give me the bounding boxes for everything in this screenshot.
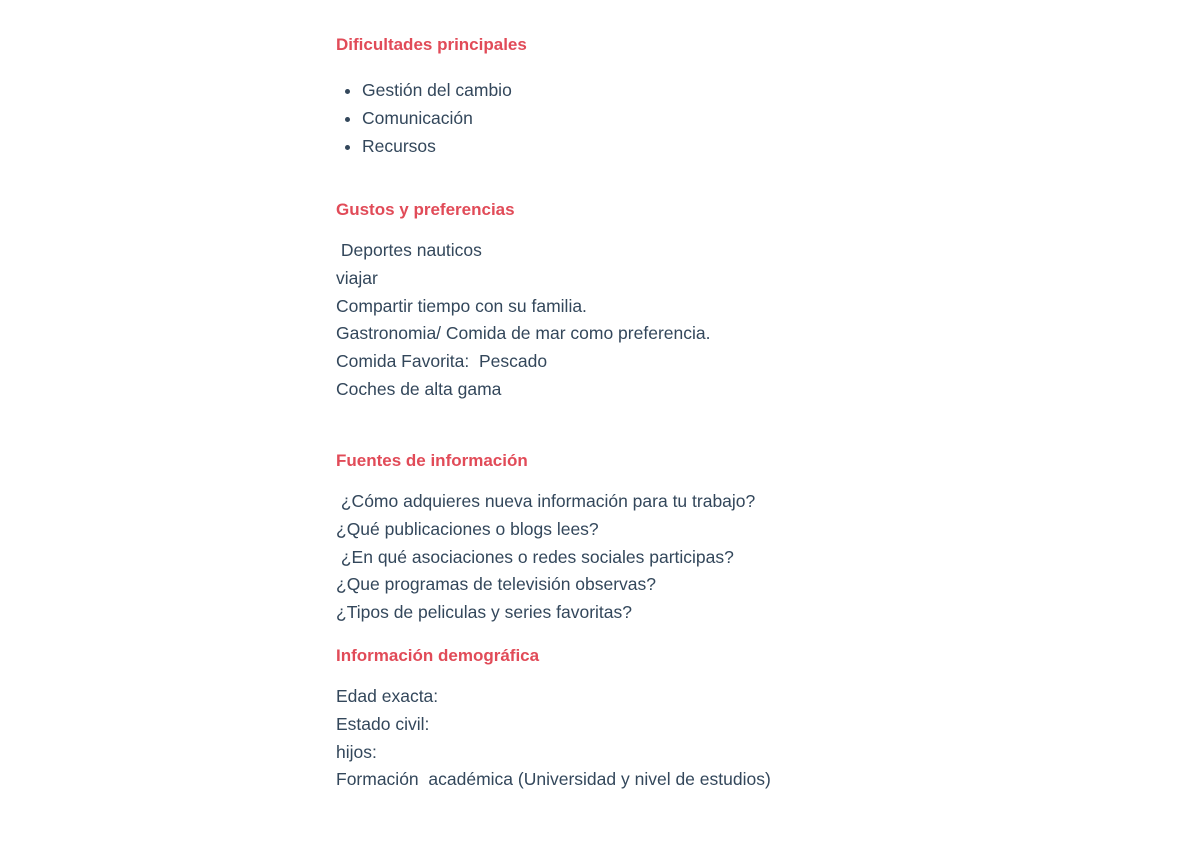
section-fuentes-de-informacion — [336, 451, 1036, 627]
list-item-text: Comunicación — [362, 107, 473, 128]
section-dificultades-principales — [336, 35, 1036, 160]
text-line: ¿Que programas de televisión observas? — [336, 574, 657, 595]
section-heading: Fuentes de información — [336, 451, 528, 470]
text-line: Compartir tiempo con su familia. — [336, 295, 587, 316]
text-line: ¿Tipos de peliculas y series favoritas? — [336, 602, 633, 623]
list-item — [336, 105, 1036, 133]
bullet-icon — [345, 89, 350, 94]
text-line: hijos: — [336, 741, 377, 762]
text-line: Edad exacta: — [336, 686, 439, 706]
list-item-text: Recursos — [362, 135, 436, 156]
text-line: Coches de alta gama — [336, 378, 502, 399]
text-line: Comida Favorita: Pescado — [336, 351, 548, 372]
text-line: ¿Qué publicaciones o blogs lees? — [336, 518, 599, 539]
text-line: Estado civil: — [336, 713, 430, 734]
section-informacion-demografica — [336, 646, 1036, 794]
list-item — [336, 77, 1036, 105]
text-line: ¿Cómo adquieres nueva información para tu trabajo? — [336, 491, 756, 511]
bullet-icon — [345, 145, 350, 150]
bullet-list — [336, 77, 1036, 160]
bullet-icon — [345, 117, 350, 122]
text-line: Formación académica (Universidad y nivel de estudios) — [336, 769, 771, 790]
text-line: viajar — [336, 267, 378, 288]
section-heading: Dificultades principales — [336, 35, 527, 54]
text-line: ¿En qué asociaciones o redes sociales participas? — [336, 546, 734, 567]
text-line: Gastronomia/ Comida de mar como preferencia. — [336, 323, 711, 344]
section-gustos-y-preferencias — [336, 200, 1036, 404]
list-item-text: Gestión del cambio — [362, 80, 512, 100]
section-heading: Información demográfica — [336, 646, 540, 665]
text-line: Deportes nauticos — [336, 240, 482, 260]
list-item — [336, 133, 1036, 161]
section-heading: Gustos y preferencias — [336, 200, 515, 219]
